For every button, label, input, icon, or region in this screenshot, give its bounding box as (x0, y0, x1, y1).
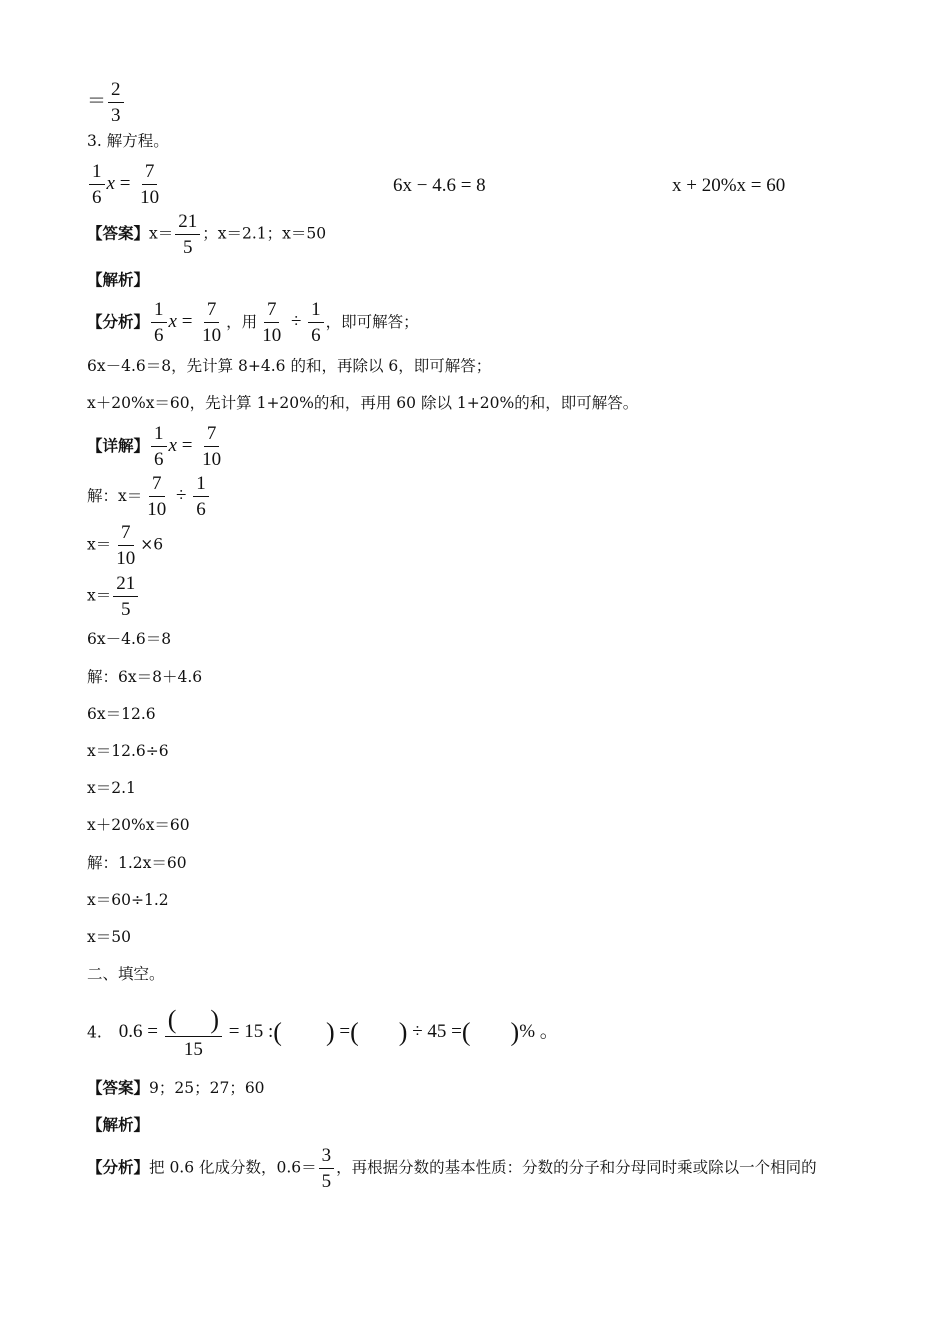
q4-analysis-line: 【分析】把 0.6 化成分数，0.6＝ $\frac{3}{5}$ ，再根据分数的基本性质：分数的分子和分母同时乘或除以一个相同的 (87, 1145, 817, 1192)
step-1: 解：x＝ $\frac{7}{10}$ ÷ $\frac{1}{6}$ (87, 474, 211, 519)
answer-line: 【答案】x＝ $\frac{21}{5}$ ；x＝2.1；x＝50 (87, 211, 327, 258)
solution-line: 6x－4.6＝8 (87, 630, 172, 648)
equation-2: 6x − 4.6 = 8 (393, 175, 486, 196)
equation-1: $\frac{1}{6}$ x = $\frac{7}{10}$ (87, 162, 164, 207)
equals-sign: ＝ (87, 90, 107, 112)
solution-line: 解：1.2x＝60 (87, 854, 187, 872)
solution-line: 6x＝12.6 (87, 705, 156, 723)
analysis-line-3: x＋20%x＝60，先计算 1+20%的和，再用 60 除以 1+20%的和，即可解答。 (87, 394, 639, 412)
fraction: $\frac{2}{3}$ (108, 80, 124, 125)
analysis-line-1: 【分析】 $\frac{1}{6}$ x = $\frac{7}{10}$ ，用 $\frac{7}{10}$ ÷ $\frac{1}{6}$ ，即可解答； (87, 299, 419, 346)
detail-line: 【详解】 $\frac{1}{6}$ x = $\frac{7}{10}$ (87, 423, 222, 470)
solution-line: x＝2.1 (87, 779, 136, 797)
analysis-line-2: 6x－4.6＝8，先计算 8+4.6 的和，再除以 6，即可解答； (87, 357, 492, 375)
section-2-title: 二、填空。 (87, 965, 165, 983)
blank-fraction: $\frac{( )}{15}$ (165, 1007, 222, 1059)
q4-answer: 【答案】9；25；27；60 (87, 1078, 265, 1097)
equation-3: x + 20%x = 60 (672, 175, 786, 196)
top-result (87, 80, 126, 125)
solution-line: x＝50 (87, 928, 131, 946)
q4-analysis-heading: 【解析】 (87, 1115, 150, 1134)
solution-line: x＝60÷1.2 (87, 891, 169, 909)
solution-line: x＋20%x＝60 (87, 816, 190, 834)
solution-line: x＝12.6÷6 (87, 742, 169, 760)
step-3: x＝ $\frac{21}{5}$ (87, 574, 140, 619)
step-2: x＝ $\frac{7}{10}$ ×6 (87, 522, 164, 569)
question-3-title: 3. 解方程。 (87, 132, 169, 150)
analysis-heading: 【解析】 (87, 270, 150, 289)
solution-line: 解：6x＝8＋4.6 (87, 668, 203, 686)
question-4: 4. 0.6 = $\frac{( )}{15}$ = 15 :( ) =( ) ÷ 45 =( )% 。 (87, 1005, 559, 1060)
